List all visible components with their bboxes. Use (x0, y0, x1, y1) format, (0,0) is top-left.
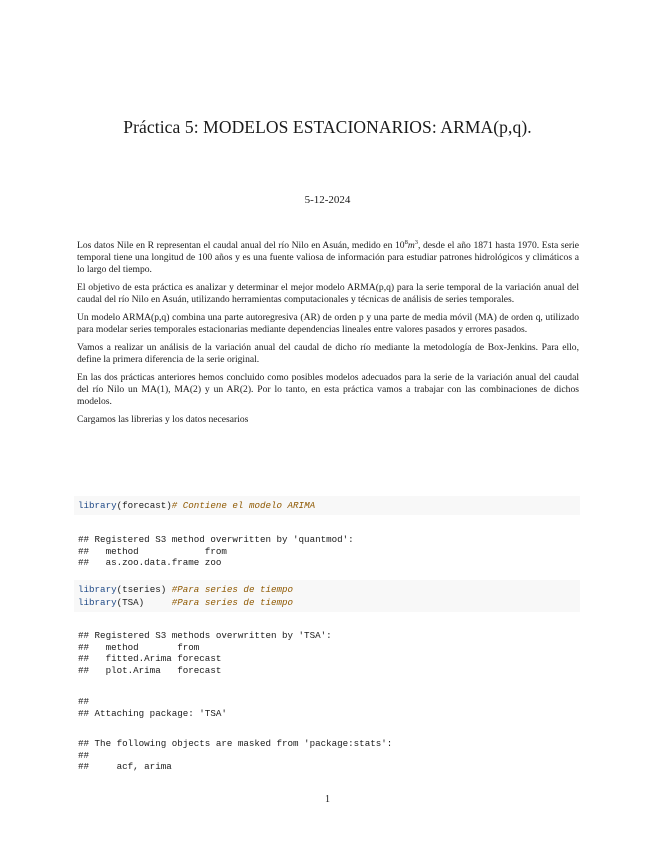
code-argument: (TSA) (116, 597, 172, 608)
paragraph-load: Cargamos las librerias y los datos necesarios (77, 414, 249, 425)
paragraph-objective: El objetivo de esta práctica es analizar y determinar el mejor modelo ARMA(p,q) para la serie temporal de la variación anual del caudal del río Nilo en Asuán, utilizando herramientas computacionales y técnicas de análisis de series temporales. (77, 282, 579, 305)
output-masked: ## The following objects are masked from 'package:stats': ## ## acf, arima (78, 738, 393, 773)
code-comment: # Contiene el modelo ARIMA (171, 500, 316, 511)
paragraph-previous: En las dos prácticas anteriores hemos concluido como posibles modelos adecuados para la serie de la variación anual del caudal del río Nilo un MA(1), MA(2) y un AR(2). Por lo tanto, en esta práctica vamos a trabajar con las combinaciones de dichos modelos. (77, 372, 579, 407)
page-number: 1 (325, 794, 330, 805)
code-argument: (forecast) (116, 500, 172, 511)
output-quantmod: ## Registered S3 method overwritten by 'quantmod': ## method from ## as.zoo.data.frame zoo (78, 534, 354, 569)
output-attaching: ## ## Attaching package: 'TSA' (78, 696, 227, 719)
code-comment: #Para series de tiempo (171, 584, 294, 595)
paragraph-boxjenkins: Vamos a realizar un análisis de la variación anual del caudal de dicho río mediante la metodología de Box-Jenkins. Para ello, define la primera diferencia de la serie original. (77, 342, 579, 365)
paragraph-intro: Los datos Nile en R representan el caudal anual del río Nilo en Asuán, medido en $10^8m^3$, desde el año 1871 hasta 1970. Esta serie temporal tiene una longitud de 100 años y es una fuente valiosa de información para estudiar patrones hidrológicos y climáticos a lo largo del tiempo. (77, 238, 579, 275)
code-argument: (tseries) (116, 584, 172, 595)
code-function: library (78, 597, 117, 608)
code-comment: #Para series de tiempo (171, 597, 294, 608)
output-tsa-methods: ## Registered S3 methods overwritten by 'TSA': ## method from ## fitted.Arima forecast ## plot.Arima forecast (78, 630, 332, 676)
code-function: library (78, 584, 117, 595)
document-title: Práctica 5: MODELOS ESTACIONARIOS: ARMA(p,q). (123, 117, 532, 137)
body-text (77, 240, 579, 432)
code-chunk-tseries (74, 580, 580, 612)
code-chunk-forecast (74, 496, 580, 515)
paragraph-arma: Un modelo ARMA(p,q) combina una parte autoregresiva (AR) de orden p y una parte de media móvil (MA) de orden q, utilizado para modelar series temporales estacionarias mediante dependencias lineales entre valores pasados y errores pasados. (77, 312, 579, 335)
code-function: library (78, 500, 117, 511)
document-date: 5-12-2024 (304, 194, 351, 206)
